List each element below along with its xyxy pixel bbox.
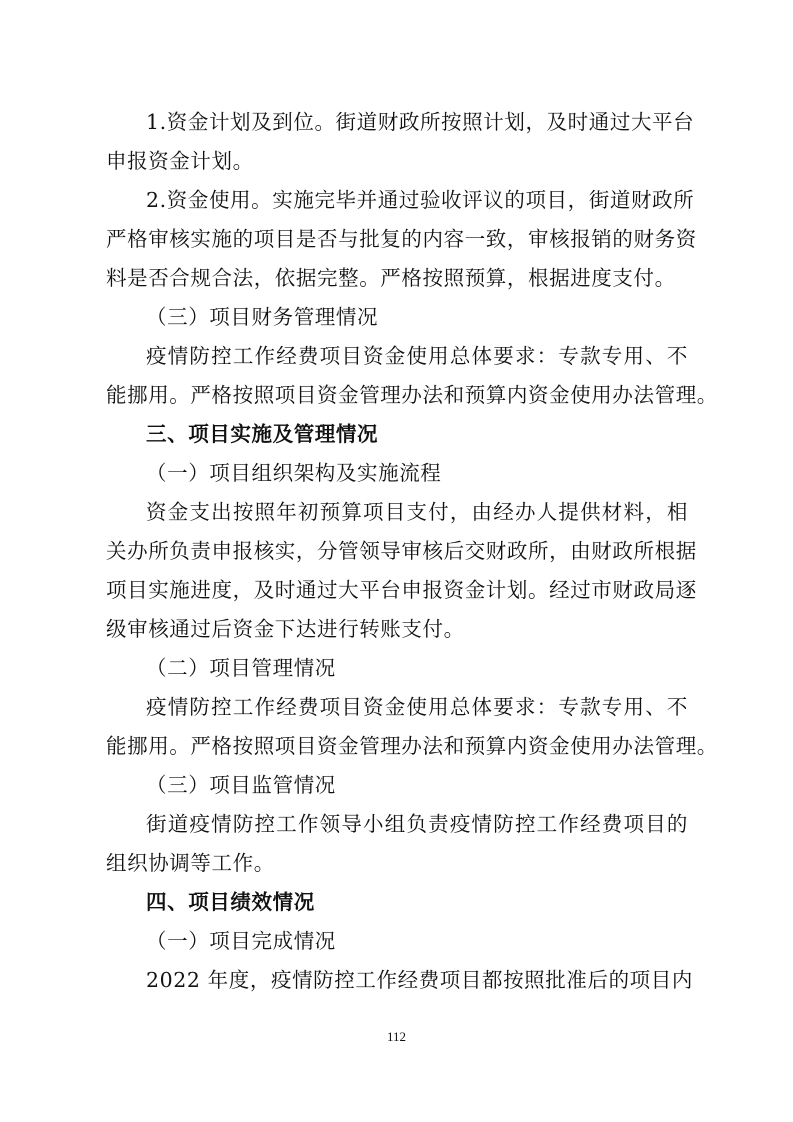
section-heading: 四、项目绩效情况 <box>146 890 315 914</box>
section-subheading: （一）项目完成情况 <box>146 929 336 953</box>
paragraph-line: 级审核通过后资金下达进行转账支付。 <box>106 617 465 641</box>
paragraph-line: 组织协调等工作。 <box>106 851 275 875</box>
paragraph-line: 1.资金计划及到位。街道财政所按照计划，及时通过大平台 <box>146 110 695 134</box>
paragraph-line: 能挪用。严格按照项目资金管理办法和预算内资金使用办法管理。 <box>106 734 718 758</box>
section-subheading: （二）项目管理情况 <box>146 656 336 680</box>
section-subheading: （三）项目财务管理情况 <box>146 305 379 329</box>
paragraph-line: 能挪用。严格按照项目资金管理办法和预算内资金使用办法管理。 <box>106 383 718 407</box>
paragraph-line: 申报资金计划。 <box>106 149 254 173</box>
paragraph-line: 街道疫情防控工作领导小组负责疫情防控工作经费项目的 <box>146 812 688 836</box>
section-heading: 三、项目实施及管理情况 <box>146 422 379 446</box>
paragraph-line: 严格审核实施的项目是否与批复的内容一致，审核报销的财务资 <box>106 227 697 251</box>
page-number: 112 <box>386 1029 407 1044</box>
paragraph-line: 资金支出按照年初预算项目支付，由经办人提供材料，相 <box>146 500 688 524</box>
paragraph-line: 项目实施进度，及时通过大平台申报资金计划。经过市财政局逐 <box>106 578 697 602</box>
paragraph-line: 疫情防控工作经费项目资金使用总体要求：专款专用、不 <box>146 344 688 368</box>
section-subheading: （一）项目组织架构及实施流程 <box>146 461 442 485</box>
paragraph-line: 料是否合规合法，依据完整。严格按照预算，根据进度支付。 <box>106 266 676 290</box>
section-subheading: （三）项目监管情况 <box>146 773 336 797</box>
paragraph-line: 2022 年度，疫情防控工作经费项目都按照批准后的项目内 <box>146 968 693 992</box>
paragraph-line: 2.资金使用。实施完毕并通过验收评议的项目，街道财政所 <box>146 188 695 212</box>
paragraph-line: 疫情防控工作经费项目资金使用总体要求：专款专用、不 <box>146 695 688 719</box>
paragraph-line: 关办所负责申报核实，分管领导审核后交财政所，由财政所根据 <box>106 539 697 563</box>
